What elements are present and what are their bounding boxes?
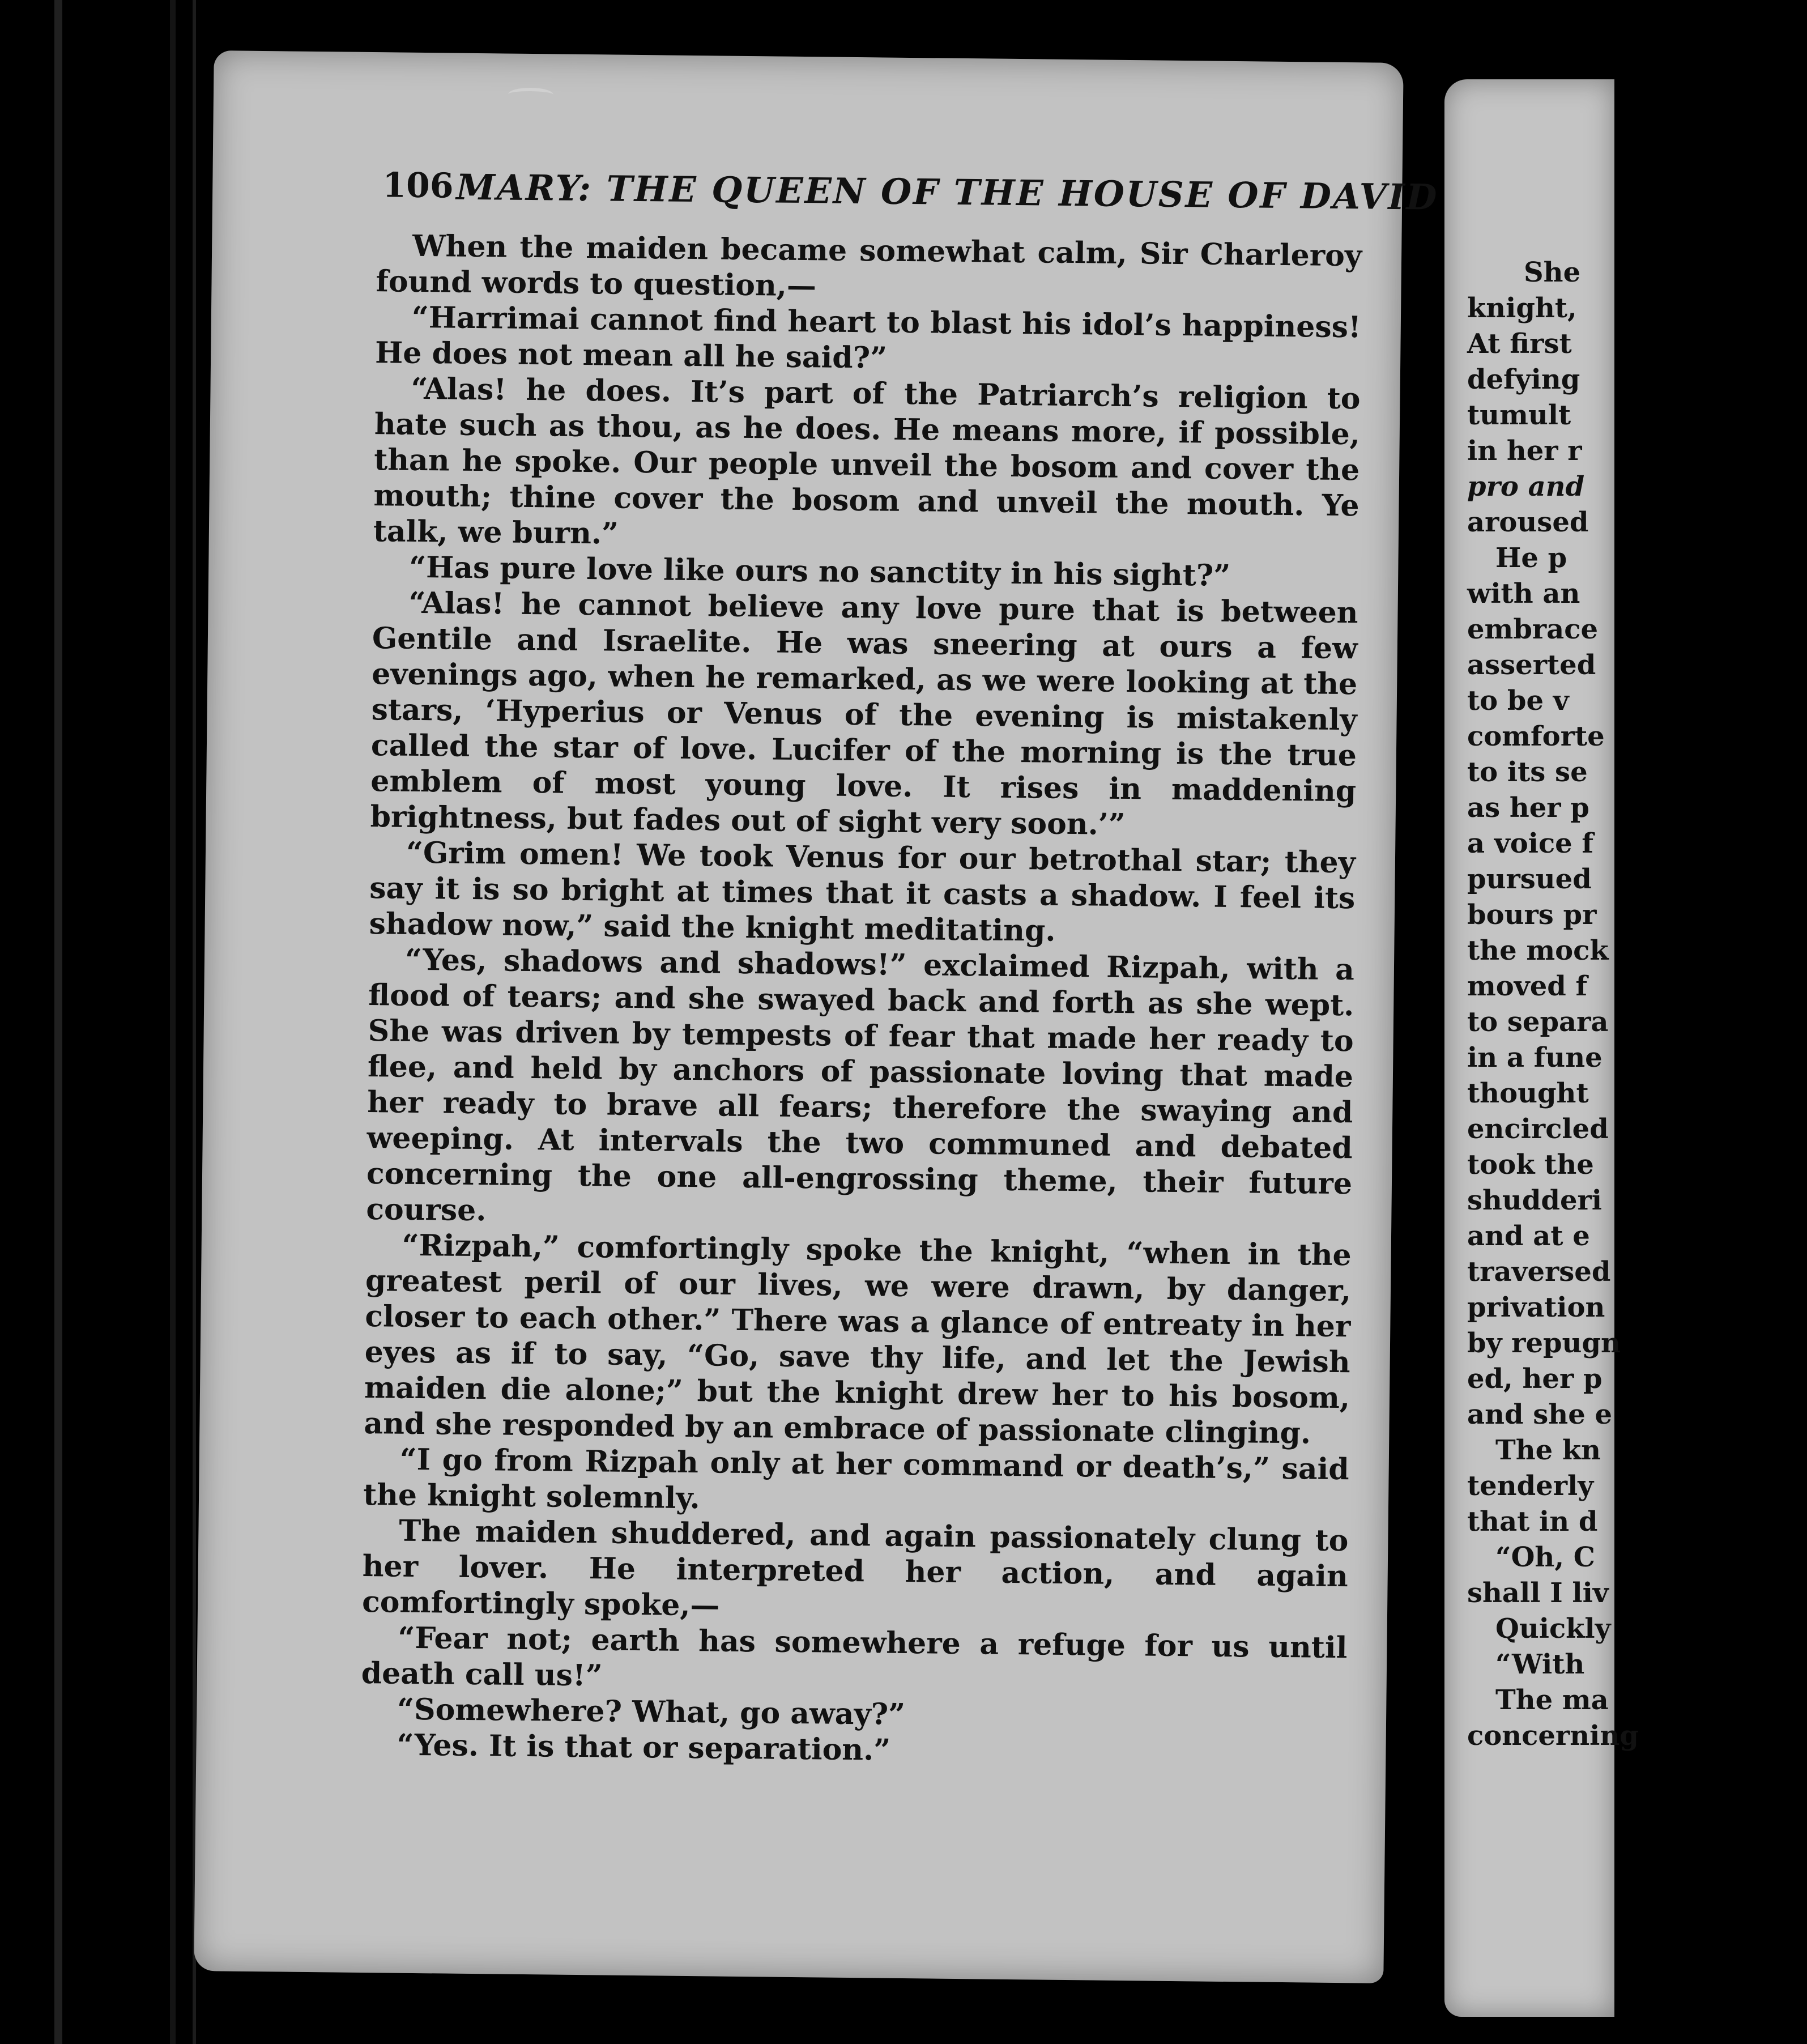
paragraph: “Yes, shadows and shadows!” exclaimed Rizpah, with a flood of tears; and she swayed back and forth as she wept. She was driven by tempests of fear that made her ready to flee, and held by anchors of passionate loving that made her ready to brave all fears; therefore the swaying and weeping. At intervals the two communed and debated concerning the one all-engrossing theme, their future course. xyxy=(366,942,1355,1228)
facing-line: privation xyxy=(1467,1292,1605,1323)
facing-line: The kn xyxy=(1495,1434,1601,1466)
facing-line: in a fune xyxy=(1467,1042,1603,1074)
paragraph: “Grim omen! We took Venus for our betrothal star; they say it is so bright at times that it casts a shadow. I feel its shadow now,” said the knight meditating. xyxy=(369,835,1356,948)
facing-line: The ma xyxy=(1495,1684,1609,1716)
facing-line: He p xyxy=(1495,542,1567,574)
facing-line: with an xyxy=(1467,578,1580,610)
paragraph: “Has pure love like ours no sanctity in his sight?” xyxy=(408,550,1231,593)
paragraph: “Rizpah,” comfortingly spoke the knight, “when in the greatest peril of our lives, we were drawn, by danger, closer to each other.” There was a glance of entreaty in her eyes as if to say, “Go, save thy life, and let the Jewish maiden die alone;” but the knight drew her to his bosom, and she responded by an embrace of passionate clinging. xyxy=(364,1228,1352,1451)
binding-edge xyxy=(170,0,176,2044)
paragraph: “Harrimai cannot find heart to blast his idol’s happiness! He does not mean all he said?” xyxy=(374,300,1362,376)
paragraph: “I go from Rizpah only at her command or death’s,” said the knight solemnly. xyxy=(363,1442,1350,1516)
facing-page xyxy=(1444,79,1639,2017)
facing-line: pro and xyxy=(1467,471,1585,503)
binding-edge xyxy=(54,0,62,2044)
body-text xyxy=(360,228,1362,1773)
facing-line: aroused xyxy=(1467,506,1589,538)
facing-line: thought xyxy=(1467,1078,1589,1109)
facing-line: bours pr xyxy=(1467,899,1597,931)
paragraph: The maiden shuddered, and again passionately clung to her lover. He interpreted her action, and again comfortingly spoke,— xyxy=(361,1513,1349,1623)
facing-line: tenderly xyxy=(1467,1470,1594,1502)
facing-line: At first xyxy=(1467,328,1572,360)
facing-line: asserted xyxy=(1467,649,1596,681)
facing-line: ed, her p xyxy=(1467,1363,1603,1395)
facing-line: and at e xyxy=(1467,1220,1590,1252)
facing-line: shall I liv xyxy=(1467,1577,1609,1609)
facing-line: shudderi xyxy=(1467,1185,1603,1216)
facing-line: She xyxy=(1524,257,1581,288)
binding-edge xyxy=(193,0,196,2044)
facing-line: that in d xyxy=(1467,1506,1598,1538)
facing-line: by repugn xyxy=(1467,1327,1621,1359)
left-book-page xyxy=(194,50,1439,1983)
facing-line: “Oh, C xyxy=(1495,1541,1595,1573)
facing-line: pursued xyxy=(1467,863,1592,895)
facing-line: took the xyxy=(1467,1149,1594,1181)
facing-line: “With xyxy=(1495,1649,1585,1680)
facing-line: defying xyxy=(1467,364,1580,395)
facing-line: to be v xyxy=(1467,685,1569,717)
paragraph: “Alas! he cannot believe any love pure that is between Gentile and Israelite. He was sneering at ours a few evenings ago, when he remarked, as we were looking at the stars, ‘Hyperius or Venus of the evening is mistakenly called the star of love. Lucifer of the morning is the true emblem of most young love. It rises in maddening brightness, but fades out of sight very soon.’” xyxy=(370,585,1358,842)
facing-page-text xyxy=(1467,255,1807,1754)
paragraph: “Yes. It is that or separation.” xyxy=(397,1727,891,1768)
facing-line: comforte xyxy=(1467,721,1605,752)
running-title: MARY: THE QUEEN OF THE HOUSE OF DAVID xyxy=(455,166,1439,218)
facing-line: a voice f xyxy=(1467,828,1594,859)
paragraph: “Alas! he does. It’s part of the Patriarch’s religion to hate such as thou, as he does. He means more, if possible, than he spoke. Our people unveil the bosom and cover the mouth; thine cover the bosom and unveil the mouth. Ye talk, we burn.” xyxy=(373,371,1361,551)
facing-line: knight, xyxy=(1467,292,1577,324)
facing-line: in her r xyxy=(1467,435,1582,467)
paper-mark xyxy=(508,88,553,102)
facing-line: concerning xyxy=(1467,1720,1639,1752)
page-number: 106 xyxy=(382,165,454,206)
facing-line: to separa xyxy=(1467,1006,1609,1038)
paragraph: “Somewhere? What, go away?” xyxy=(397,1692,906,1732)
facing-line: the mock xyxy=(1467,935,1609,966)
facing-line: as her p xyxy=(1467,792,1589,824)
facing-line: to its se xyxy=(1467,756,1588,788)
facing-line: embrace xyxy=(1467,614,1599,645)
paragraph: “Fear not; earth has somewhere a refuge for us until death call us!” xyxy=(361,1620,1348,1693)
paragraph: When the maiden became somewhat calm, Sir Charleroy found words to question,— xyxy=(376,228,1362,304)
running-head xyxy=(382,165,1439,238)
facing-line: Quickly xyxy=(1495,1613,1611,1645)
facing-line: moved f xyxy=(1467,970,1588,1002)
facing-line: encircled xyxy=(1467,1113,1609,1145)
facing-line: traversed xyxy=(1467,1256,1611,1288)
facing-line: tumult xyxy=(1467,399,1571,431)
facing-line: and she e xyxy=(1467,1399,1612,1430)
